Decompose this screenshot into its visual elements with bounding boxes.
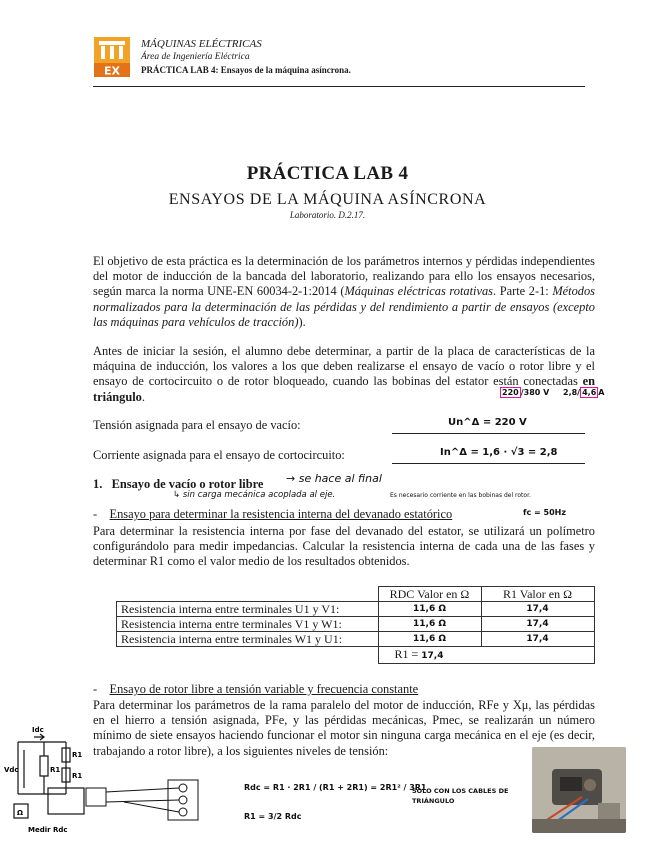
- intro-paragraph: [93, 254, 595, 330]
- row-rdc: 11,6 Ω: [378, 617, 481, 632]
- cc-value: In^Δ = 1,6 · √3 = 2,8: [440, 447, 558, 458]
- sub1-heading: - Ensayo para determinar la resistencia interna del devanado estatórico: [93, 507, 453, 521]
- sub1-heading-text: Ensayo para determinar la resistencia interna del devanado estatórico: [109, 507, 453, 521]
- sin-carga-note: ↳ sin carga mecánica acoplada al eje.: [173, 490, 336, 500]
- intro-italic-2: Métodos normalizados para la determinación de las pérdidas y del rendimiento a partir de ensayos (excepto las máquinas para vehículos de tracción): [93, 284, 595, 329]
- intro-text-1: El objetivo de esta práctica es la determinación de los parámetros internos y pérdidas independientes del motor de inducción de la bancada del laboratorio, realizando para ello los ensayos necesarios, según marca la norma UNE-EN 60034-2-1:2014 (: [93, 254, 595, 299]
- university-logo: [93, 36, 131, 78]
- total-cell: [378, 647, 594, 664]
- lab-location: Laboratorio. D.2.17.: [289, 210, 366, 220]
- vacio-label: Tensión asignada para el ensayo de vacío:: [93, 418, 301, 432]
- vacio-value: Un^Δ = 220 V: [448, 417, 527, 428]
- row-label: Resistencia interna entre terminales U1 y V1:: [117, 602, 379, 617]
- total-empty: [117, 647, 379, 664]
- area-name: Área de Ingeniería Eléctrica: [141, 52, 250, 62]
- practice-label: PRÁCTICA LAB 4:: [141, 65, 219, 75]
- intro-text-3: ).: [298, 314, 306, 329]
- row-label: Resistencia interna entre terminales W1 y U1:: [117, 632, 379, 647]
- instructions-bold: en triángulo: [93, 374, 595, 404]
- table-header-r1: R1 Valor en Ω: [481, 587, 594, 602]
- intro-italic-1: Máquinas eléctricas rotativas: [344, 284, 493, 299]
- current-pre: 2,8/: [563, 388, 581, 397]
- sub1-text: Para determinar la resistencia interna por fase del devanado del estator, se utilizará un polímetro configurándolo para medir impedancias. Calcular la resistencia interna de cada una de las fases y determinar R1 como el valor medio de los resultados obtenidos.: [93, 524, 595, 569]
- voltage-box: 220: [502, 388, 519, 397]
- total-value: 17,4: [421, 651, 444, 661]
- fc-note: fc = 50Hz: [523, 508, 566, 517]
- current-annotation: [563, 388, 604, 397]
- voltage-rest: /380 V: [520, 388, 550, 397]
- table-row: [117, 632, 595, 647]
- table-header-empty: [117, 587, 379, 602]
- medir-label: Medir Rdc: [28, 826, 68, 834]
- vacio-note: → se hace al final: [286, 472, 382, 485]
- row-rdc: 11,6 Ω: [378, 602, 481, 617]
- sub2-heading-text: Ensayo de rotor libre a tensión variable y frecuencia constante: [109, 682, 419, 696]
- practice-header: [141, 65, 351, 75]
- page-subtitle: ENSAYOS DE LA MÁQUINA ASÍNCRONA: [168, 191, 487, 208]
- voltage-annotation: [500, 388, 549, 397]
- motor-photo-image: [532, 747, 626, 833]
- table-row: [117, 602, 595, 617]
- idc-label: Idc: [32, 726, 44, 734]
- section-1-title: Ensayo de vacío o rotor libre: [111, 477, 264, 491]
- ohm-label: Ω: [17, 809, 23, 817]
- rdc-formula: Rdc = R1 · 2R1 / (R1 + 2R1) = 2R1² / 3R1: [244, 783, 427, 792]
- course-name: MÁQUINAS ELÉCTRICAS: [141, 38, 262, 50]
- total-label: R1 =: [394, 647, 419, 661]
- cc-line: [392, 463, 585, 464]
- sub2-heading: - Ensayo de rotor libre a tensión variable y frecuencia constante: [93, 682, 419, 696]
- practice-topic: Ensayos de la máquina asíncrona.: [220, 65, 351, 75]
- row-label: Resistencia interna entre terminales V1 y W1:: [117, 617, 379, 632]
- table-total-row: [117, 647, 595, 664]
- circuit-sketch: [4, 720, 90, 836]
- triangle-note: SOLO CON LOS CABLES DE TRIÁNGULO: [412, 787, 509, 805]
- section-1-number: 1.: [93, 477, 103, 491]
- vacio-line: [392, 433, 585, 434]
- table-row: [117, 617, 595, 632]
- r1-label-a: R1: [50, 766, 61, 774]
- current-box: 4,6: [582, 388, 597, 397]
- header-rule: [93, 86, 585, 87]
- motor-photo: [532, 747, 626, 833]
- r1-formula: R1 = 3/2 Rdc: [244, 812, 302, 821]
- page-title: PRÁCTICA LAB 4: [246, 163, 409, 184]
- sub2-text: Para determinar los parámetros de la rama paralelo del motor de inducción, RFe y Xμ, las pérdidas en el hierro a tensión asignada, PFe, y las pérdidas mecánicas, Pmec, se realizarán un número mínimo de siete ensayos haciendo funcionar el motor sin ninguna carga mecánica en el eje (es decir, trabajando a rotor libre), a los siguientes niveles de tensión:: [93, 698, 595, 758]
- logo-text: EX: [104, 64, 120, 78]
- table-header-row: [117, 587, 595, 602]
- current-post: A: [598, 388, 605, 397]
- instructions-end: .: [141, 389, 145, 404]
- r1-label-b: R1: [72, 751, 83, 759]
- instructions-text: Antes de iniciar la sesión, el alumno debe determinar, a partir de la placa de características de la máquina de inducción, los valores a los que deben realizarse el ensayo de vacío o rotor libre y el ensayo de cortocircuito o de rotor bloqueado, cuando las bobinas del estator están conectadas: [93, 344, 595, 389]
- intro-text-2: . Parte 2-1:: [493, 284, 553, 299]
- row-r1: 17,4: [481, 632, 594, 647]
- table-header-rdc: RDC Valor en Ω: [378, 587, 481, 602]
- cc-label: Corriente asignada para el ensayo de cortocircuito:: [93, 448, 345, 462]
- terminal-board-sketch: [84, 778, 202, 824]
- row-r1: 17,4: [481, 617, 594, 632]
- resistance-table: [116, 586, 595, 664]
- necesario-note: Es necesario corriente en las bobinas del rotor.: [390, 492, 531, 499]
- r1-label-c: R1: [72, 772, 83, 780]
- row-r1: 17,4: [481, 602, 594, 617]
- row-rdc: 11,6 Ω: [378, 632, 481, 647]
- vdc-label: Vdc: [4, 766, 19, 774]
